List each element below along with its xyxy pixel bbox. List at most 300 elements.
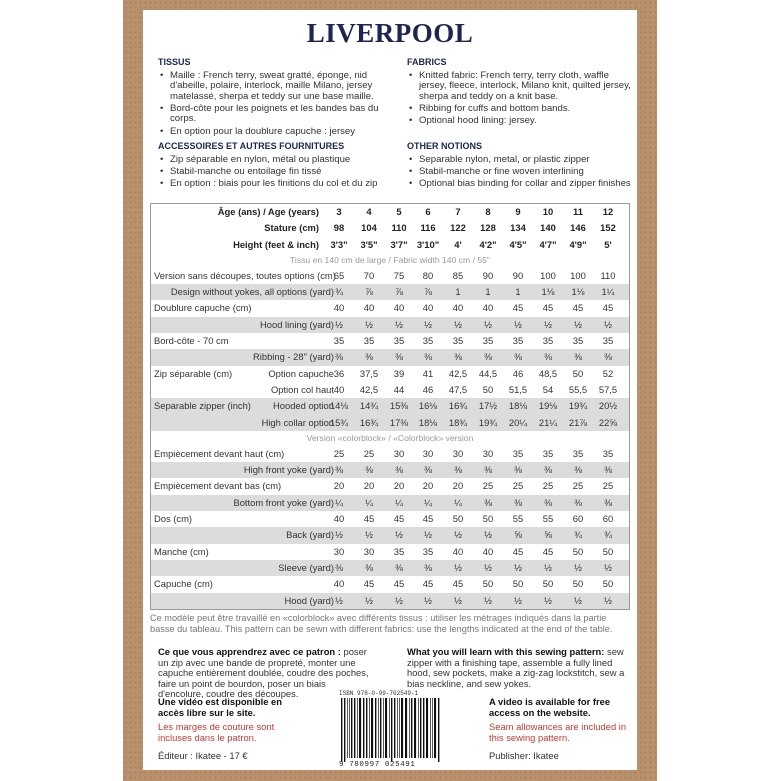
table-cell: 140 <box>540 222 556 234</box>
table-cell: 1¼ <box>601 286 615 298</box>
learn-en: What you will learn with this sewing pattern: sew zipper with a finishing tape, assemble a fully lined hood, sew pockets, make a zig-zag lockstitch, sew a bias neckline, and sew yokes. <box>407 646 625 689</box>
seam-en: Seam allowances are included in this sewing pattern. <box>489 721 627 743</box>
barcode-bar <box>344 698 345 762</box>
table-cell: 80 <box>422 269 434 281</box>
table-cell: ⅜ <box>514 496 522 508</box>
barcode-bar <box>341 698 342 762</box>
row-label: Ribbing - 28" (yard) <box>253 351 334 363</box>
barcode-bar <box>369 698 370 758</box>
table-row <box>151 366 629 382</box>
row-sublabel: Option capuche <box>268 367 334 379</box>
pattern-envelope-back <box>143 10 637 770</box>
table-cell: 40 <box>452 302 464 314</box>
accessoires-list <box>158 155 393 190</box>
row-sublabel: Option col haut <box>270 383 334 395</box>
barcode-bar <box>378 698 379 758</box>
table-cell: 12 <box>602 206 614 217</box>
table-cell: 41 <box>422 367 434 379</box>
table-cell: ½ <box>454 529 462 541</box>
table-cell: ⅜ <box>365 351 373 363</box>
table-cell: 25 <box>333 447 345 459</box>
list-item: • Knitted fabric: French terry, terry cloth, waffle jersey, fleece, interlock, Milano knit, quilted jersey, sherpa and teddy on a knit base. <box>407 71 631 103</box>
notions-list <box>407 155 631 190</box>
table-cell: 50 <box>482 513 494 525</box>
table-cell: ½ <box>574 318 582 330</box>
row-label: Capuche (cm) <box>154 578 213 590</box>
table-cell: ¼ <box>454 496 462 508</box>
table-cell: 90 <box>512 269 524 281</box>
tissus-list <box>158 71 383 138</box>
video-fr: Une vidéo est disponible en accès libre sur le site. <box>158 696 282 718</box>
table-cell: 20 <box>452 480 464 492</box>
barcode-bar <box>363 698 364 758</box>
table-cell: 19¾ <box>478 416 498 428</box>
table-row <box>151 478 629 494</box>
table-cell: 45 <box>393 578 405 590</box>
table-row <box>151 544 629 560</box>
table-cell: 40 <box>363 302 375 314</box>
table-note: Tissu en 140 cm de large / Fabric width 140 cm / 55" <box>289 254 490 265</box>
table-cell: 42,5 <box>448 367 468 379</box>
barcode-image <box>339 698 443 762</box>
table-cell: 40 <box>422 302 434 314</box>
table-cell: ⅜ <box>574 464 582 476</box>
table-cell: 116 <box>420 222 436 234</box>
table-cell: 4'7" <box>539 238 557 250</box>
table-cell: 1 <box>485 286 491 298</box>
table-cell: ⅜ <box>424 464 432 476</box>
table-cell: 37,5 <box>359 367 379 379</box>
table-cell: 45 <box>542 545 554 557</box>
row-label: High front yoke (yard) <box>243 464 334 476</box>
table-cell: 122 <box>450 222 466 234</box>
table-cell: 51,5 <box>508 383 528 395</box>
table-cell: 35 <box>422 545 434 557</box>
table-cell: 70 <box>363 269 375 281</box>
table-cell: 35 <box>393 335 405 347</box>
table-cell: ⅜ <box>574 351 582 363</box>
table-cell: 128 <box>480 222 496 234</box>
row-label: Back (yard) <box>286 529 334 541</box>
table-cell: ½ <box>454 318 462 330</box>
barcode-bar <box>351 698 352 758</box>
table-row <box>151 333 629 349</box>
table-cell: ¼ <box>335 496 343 508</box>
table-cell: 25 <box>572 480 584 492</box>
table-cell: ¾ <box>604 529 612 541</box>
table-cell: 15¾ <box>329 416 349 428</box>
table-row <box>151 317 629 333</box>
table-cell: 20¼ <box>508 416 528 428</box>
table-cell: 18⅛ <box>418 416 438 428</box>
barcode-bar <box>430 698 431 758</box>
barcode-bar <box>347 698 348 758</box>
table-cell: 16⅛ <box>418 400 438 412</box>
table-cell: 40 <box>452 545 464 557</box>
table-row <box>151 398 629 414</box>
table-cell: 44,5 <box>478 367 498 379</box>
table-cell: 50 <box>572 578 584 590</box>
table-cell: 45 <box>422 513 434 525</box>
table-cell: 45 <box>542 302 554 314</box>
table-cell: 40 <box>333 302 345 314</box>
table-cell: 46 <box>512 367 524 379</box>
list-item: • Stabil-manche ou entoilage fin tissé <box>158 167 393 178</box>
table-cell: 35 <box>482 335 494 347</box>
table-cell: 35 <box>452 335 464 347</box>
table-cell: ½ <box>544 561 552 573</box>
table-cell: 35 <box>422 335 434 347</box>
row-label: Sleeve (yard) <box>278 561 334 573</box>
table-cell: ½ <box>544 594 552 606</box>
table-cell: 45 <box>363 578 375 590</box>
table-cell: ½ <box>424 529 432 541</box>
row-label: Manche (cm) <box>154 545 209 557</box>
table-cell: 20 <box>422 480 434 492</box>
barcode-bar <box>401 698 403 758</box>
table-cell: 18⅛ <box>508 400 528 412</box>
table-cell: 40 <box>393 302 405 314</box>
table-cell: ½ <box>514 561 522 573</box>
table-cell: 50 <box>512 578 524 590</box>
table-cell: 36 <box>333 367 345 379</box>
table-cell: 25 <box>542 480 554 492</box>
table-cell: 50 <box>602 578 614 590</box>
table-cell: 52 <box>602 367 614 379</box>
barcode-bar <box>389 698 390 758</box>
table-cell: 85 <box>452 269 464 281</box>
table-cell: 50 <box>602 545 614 557</box>
barcode-bar <box>349 698 350 758</box>
table-cell: 3'5" <box>360 238 378 250</box>
table-cell: 19⅛ <box>538 400 558 412</box>
table-row <box>151 300 629 316</box>
table-cell: ⅜ <box>454 351 462 363</box>
barcode-bar <box>411 698 412 758</box>
table-cell: 45 <box>452 578 464 590</box>
table-cell: 25 <box>602 480 614 492</box>
table-cell: 17½ <box>478 400 498 412</box>
table-cell: ½ <box>365 529 373 541</box>
barcode-number: 9 780997 025491 <box>339 761 416 769</box>
table-cell: 7 <box>455 206 461 217</box>
table-cell: 110 <box>391 222 407 234</box>
table-cell: 50 <box>482 578 494 590</box>
table-row <box>151 593 629 609</box>
table-cell: ½ <box>604 318 612 330</box>
table-cell: 35 <box>333 335 345 347</box>
table-cell: ⅜ <box>335 351 343 363</box>
table-cell: 39 <box>393 367 405 379</box>
table-cell: ½ <box>335 318 343 330</box>
table-cell: 65 <box>333 269 345 281</box>
table-cell: ½ <box>365 318 373 330</box>
barcode-bar <box>409 698 410 758</box>
table-cell: ¾ <box>574 529 582 541</box>
table-cell: 20½ <box>598 400 618 412</box>
table-cell: 30 <box>363 545 375 557</box>
table-cell: 45 <box>512 545 524 557</box>
table-cell: 25 <box>512 480 524 492</box>
table-cell: 1 <box>515 286 521 298</box>
table-cell: ¼ <box>395 496 403 508</box>
barcode-bar <box>420 698 421 758</box>
table-cell: 6 <box>425 206 431 217</box>
table-row <box>151 284 629 300</box>
table-cell: 3'7" <box>390 238 408 250</box>
table-cell: 20 <box>393 480 405 492</box>
table-cell: ½ <box>514 318 522 330</box>
tissus-heading: TISSUS <box>158 57 191 67</box>
table-cell: 30 <box>333 545 345 557</box>
table-cell: ½ <box>365 594 373 606</box>
table-cell: 45 <box>602 302 614 314</box>
table-cell: ⅝ <box>544 529 552 541</box>
table-cell: 3'3" <box>330 238 348 250</box>
table-row <box>151 237 629 253</box>
table-cell: 3'10" <box>416 238 440 250</box>
barcode-bar <box>354 698 355 758</box>
table-cell: 16¾ <box>359 416 379 428</box>
table-cell: ¼ <box>424 496 432 508</box>
list-item: • Optional hood lining: jersey. <box>407 116 631 127</box>
table-cell: 9 <box>515 206 521 217</box>
table-cell: ½ <box>484 561 492 573</box>
seam-fr: Les marges de couture sont incluses dans le patron. <box>158 721 275 743</box>
row-label: Empiècement devant bas (cm) <box>154 480 282 492</box>
barcode-bar <box>405 698 407 758</box>
list-item: • Bord-côte pour les poignets et les bandes bas du corps. <box>158 104 383 125</box>
list-item: • En option : biais pour les finitions du col et du zip <box>158 179 393 190</box>
table-cell: ⅜ <box>514 464 522 476</box>
row-label: Hood (yard) <box>284 594 334 606</box>
table-cell: 11 <box>573 206 583 217</box>
table-cell: ⅜ <box>365 464 373 476</box>
table-cell: ½ <box>514 594 522 606</box>
table-cell: ½ <box>574 594 582 606</box>
row-label: Version sans découpes, toutes options (cm) <box>154 269 336 281</box>
table-cell: ⅝ <box>514 529 522 541</box>
row-label: Empiècement devant haut (cm) <box>154 447 285 459</box>
barcode-bar <box>423 698 424 758</box>
notions-section <box>407 141 631 191</box>
table-cell: ⅜ <box>424 561 432 573</box>
list-item: • Stabil-manche or fine woven interlining <box>407 167 631 178</box>
barcode-bar <box>414 698 416 758</box>
table-cell: ⅜ <box>335 464 343 476</box>
table-cell: ½ <box>395 594 403 606</box>
list-item: • Ribbing for cuffs and bottom bands. <box>407 104 631 115</box>
row-label: Bord-côte - 70 cm <box>154 335 229 347</box>
table-cell: 21¼ <box>538 416 558 428</box>
table-cell: 48,5 <box>538 367 558 379</box>
table-cell: ½ <box>395 529 403 541</box>
barcode-bar <box>434 698 436 758</box>
table-row <box>151 220 629 236</box>
table-cell: 35 <box>512 447 524 459</box>
table-cell: 45 <box>363 513 375 525</box>
fabrics-heading: FABRICS <box>407 57 447 67</box>
table-cell: 100 <box>540 269 556 281</box>
table-cell: ½ <box>424 594 432 606</box>
table-cell: 25 <box>482 480 494 492</box>
row-sublabel: Hooded option <box>273 400 334 412</box>
table-cell: 35 <box>542 447 554 459</box>
table-cell: ¾ <box>335 286 343 298</box>
table-cell: 75 <box>393 269 405 281</box>
table-cell: ⅜ <box>514 351 522 363</box>
table-cell: ⅞ <box>395 286 403 298</box>
table-cell: 35 <box>363 335 375 347</box>
barcode-bar <box>391 698 392 762</box>
table-cell: 50 <box>482 383 494 395</box>
table-cell: 40 <box>333 383 345 395</box>
table-cell: 20 <box>333 480 345 492</box>
table-cell: 42,5 <box>359 383 379 395</box>
publisher-en: Publisher: Ikatee <box>489 750 559 761</box>
row-label: Separable zipper (inch) <box>154 400 251 412</box>
table-cell: ½ <box>454 561 462 573</box>
table-cell: 35 <box>572 335 584 347</box>
table-cell: 50 <box>572 367 584 379</box>
barcode-bar <box>432 698 433 758</box>
table-cell: ⅜ <box>604 496 612 508</box>
table-cell: ⅜ <box>454 464 462 476</box>
table-cell: ½ <box>335 529 343 541</box>
barcode-bar <box>383 698 384 758</box>
row-label: Height (feet & inch) <box>233 238 319 250</box>
barcode-bar <box>375 698 376 758</box>
table-cell: 50 <box>572 545 584 557</box>
table-cell: ½ <box>484 318 492 330</box>
tissus-section <box>158 57 383 139</box>
table-cell: 55,5 <box>568 383 588 395</box>
barcode-bar <box>359 698 361 758</box>
table-cell: ⅜ <box>604 464 612 476</box>
row-sublabel: High collar option <box>261 416 334 428</box>
table-cell: 45 <box>572 302 584 314</box>
table-cell: 21⅞ <box>568 416 588 428</box>
table-row <box>151 446 629 462</box>
accessoires-heading: ACCESSOIRES ET AUTRES FOURNITURES <box>158 141 345 151</box>
table-cell: 35 <box>572 447 584 459</box>
table-cell: 3 <box>336 206 342 217</box>
yardage-table <box>150 203 630 610</box>
list-item: • Optional bias binding for collar and zipper finishes <box>407 179 631 190</box>
barcode-bar <box>385 698 387 758</box>
table-cell: 152 <box>600 222 616 234</box>
table-cell: 30 <box>482 447 494 459</box>
row-label: Stature (cm) <box>264 222 319 234</box>
barcode-bar <box>418 698 419 758</box>
table-cell: 35 <box>542 335 554 347</box>
barcode-bar <box>366 698 367 758</box>
table-cell: 4'5" <box>509 238 527 250</box>
table-row <box>151 462 629 478</box>
table-cell: 104 <box>361 222 377 234</box>
table-row <box>151 204 629 220</box>
table-cell: ⅜ <box>544 496 552 508</box>
table-cell: 1 <box>455 286 461 298</box>
table-cell: 50 <box>542 578 554 590</box>
table-cell: 22⅝ <box>598 416 618 428</box>
barcode-bar <box>397 698 398 758</box>
table-cell: 17⅜ <box>389 416 409 428</box>
notions-heading: OTHER NOTIONS <box>407 141 483 151</box>
list-item: • En option pour la doublure capuche : jersey <box>158 127 383 138</box>
table-row <box>151 576 629 592</box>
table-cell: ½ <box>544 318 552 330</box>
table-cell: 35 <box>602 447 614 459</box>
table-cell: 45 <box>393 513 405 525</box>
table-cell: ⅜ <box>395 561 403 573</box>
row-label: Dos (cm) <box>154 513 193 525</box>
table-cell: ½ <box>484 594 492 606</box>
table-cell: 4'9" <box>569 238 587 250</box>
table-row <box>151 349 629 365</box>
table-cell: 1⅛ <box>541 286 555 298</box>
barcode-bar <box>357 698 358 758</box>
table-cell: ⅜ <box>365 561 373 573</box>
table-row <box>151 527 629 543</box>
table-cell: ½ <box>574 561 582 573</box>
table-cell: 19¾ <box>568 400 588 412</box>
table-cell: ⅜ <box>395 351 403 363</box>
table-cell: 54 <box>542 383 554 395</box>
table-cell: 100 <box>570 269 586 281</box>
publisher-fr: Éditeur : Ikatee - 17 € <box>158 750 248 761</box>
fabrics-section <box>407 57 631 128</box>
table-cell: 44 <box>393 383 405 395</box>
table-cell: ½ <box>454 594 462 606</box>
table-cell: 98 <box>333 222 345 234</box>
table-cell: 25 <box>363 447 375 459</box>
barcode-bar <box>426 698 428 758</box>
table-cell: ⅜ <box>335 561 343 573</box>
table-cell: 46 <box>422 383 434 395</box>
table-cell: 10 <box>542 206 554 217</box>
table-cell: ⅜ <box>484 496 492 508</box>
table-cell: 55 <box>542 513 554 525</box>
table-cell: 14¾ <box>359 400 379 412</box>
row-label: Âge (ans) / Age (years) <box>217 206 319 217</box>
table-cell: ⅜ <box>484 351 492 363</box>
table-cell: 60 <box>602 513 614 525</box>
table-row <box>151 382 629 398</box>
table-cell: ⅜ <box>544 464 552 476</box>
table-cell: 35 <box>602 335 614 347</box>
table-cell: 35 <box>512 335 524 347</box>
table-cell: 60 <box>572 513 584 525</box>
table-cell: 40 <box>333 513 345 525</box>
table-cell: ½ <box>484 529 492 541</box>
table-cell: ¼ <box>365 496 373 508</box>
table-cell: 1⅛ <box>571 286 585 298</box>
table-cell: 40 <box>333 578 345 590</box>
table-cell: 4' <box>454 238 462 250</box>
table-cell: 134 <box>510 222 526 234</box>
barcode-bar <box>394 698 395 758</box>
row-label: Bottom front yoke (yard) <box>233 496 334 508</box>
row-label: Zip séparable (cm) <box>154 367 233 379</box>
table-cell: 110 <box>600 269 616 281</box>
table-row <box>151 495 629 511</box>
barcode-bar <box>438 698 439 762</box>
table-cell: ⅜ <box>574 496 582 508</box>
table-cell: ⅜ <box>484 464 492 476</box>
table-cell: 146 <box>570 222 586 234</box>
table-cell: 18¾ <box>448 416 468 428</box>
